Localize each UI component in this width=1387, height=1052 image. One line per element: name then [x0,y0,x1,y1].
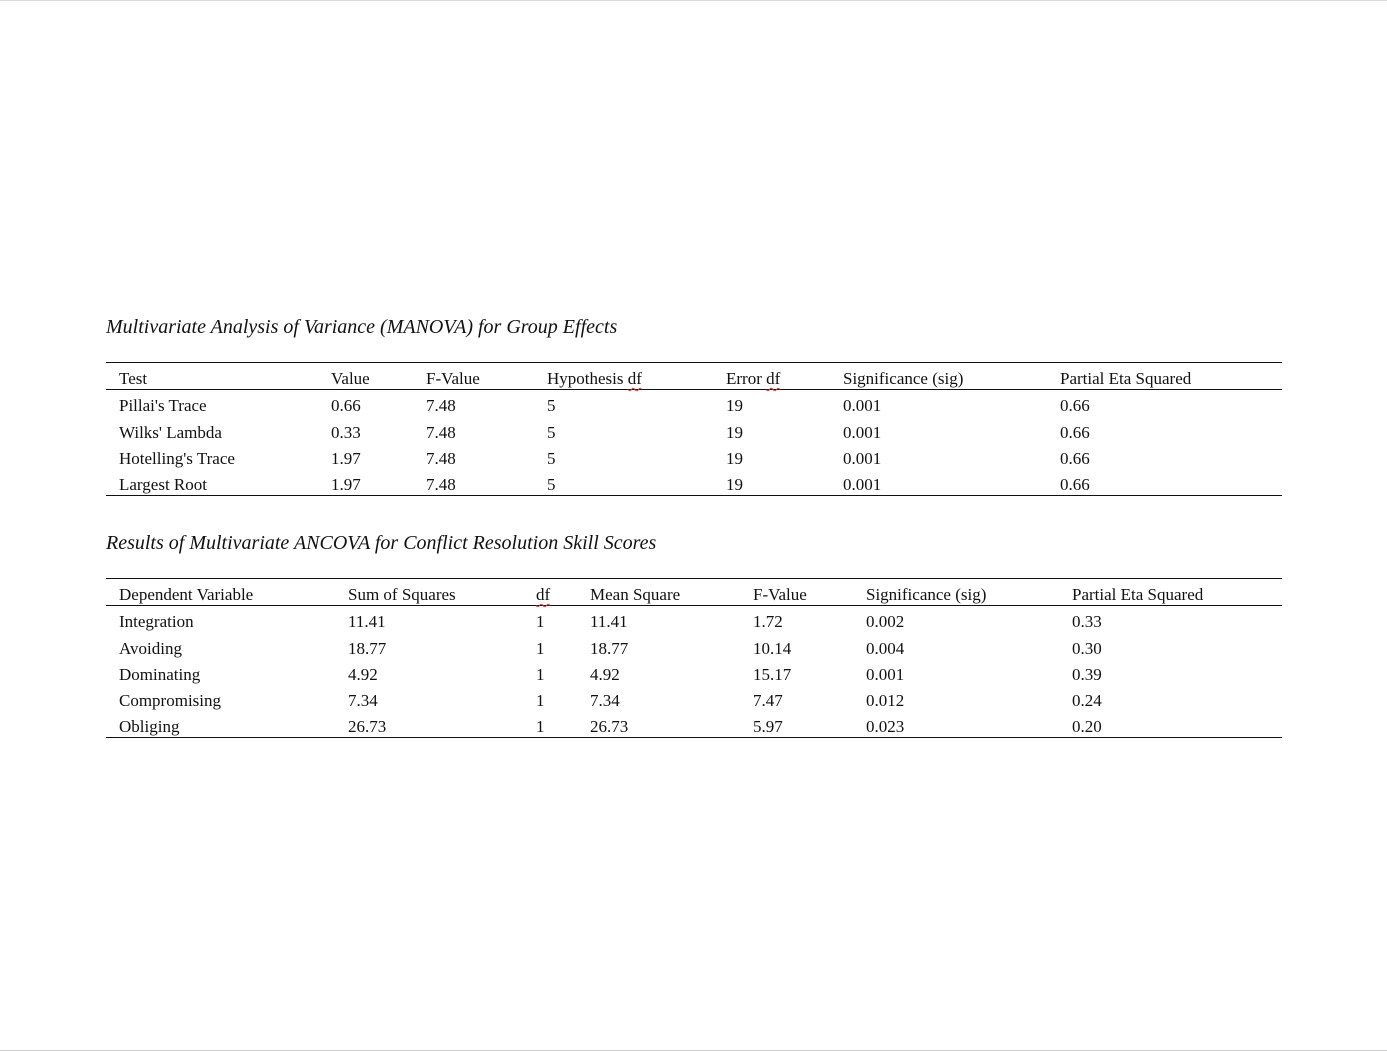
table2-cell: 0.001 [866,665,905,684]
table1-cell: 19 [726,449,743,468]
table2-cell: 7.47 [753,691,783,710]
table2-cell: 0.023 [866,717,905,736]
table1-cell: 5 [547,396,556,415]
table2-header-f-value: F-Value [753,585,807,604]
table1-header-error-df: Error df [726,369,781,388]
table2-cell: 0.002 [866,612,905,631]
table2-cell: 7.34 [348,691,378,710]
table2-cell: 1 [536,691,545,710]
table1-bottom-rule [106,495,1282,496]
table1-cell: Pillai's Trace [119,396,207,415]
table2-header-partial-eta: Partial Eta Squared [1072,585,1204,604]
table1-cell: Wilks' Lambda [119,423,222,442]
table2-cell: 1 [536,639,545,658]
table2-header-sum-of-squares: Sum of Squares [348,585,456,604]
table1-cell: Hotelling's Trace [119,449,235,468]
table2-cell: 5.97 [753,717,783,736]
table1-header-hypothesis-df: Hypothesis df [547,369,642,388]
table1-cell: 19 [726,396,743,415]
table1-cell: 5 [547,423,556,442]
table1-header-rule [106,389,1282,390]
table2-cell: 18.77 [590,639,629,658]
table2-cell: 1 [536,612,545,631]
table1-caption: Multivariate Analysis of Variance (MANOVA) for Group Effects [106,316,618,338]
table2-cell: Dominating [119,665,201,684]
table1-cell: 0.33 [331,423,361,442]
table1-cell: 7.48 [426,423,456,442]
table1-cell: 7.48 [426,396,456,415]
table2-cell: 7.34 [590,691,620,710]
table2-caption: Results of Multivariate ANCOVA for Conflict Resolution Skill Scores [106,532,657,554]
table1-cell: 5 [547,449,556,468]
table1-cell: 19 [726,475,743,494]
table2-cell: 1 [536,665,545,684]
table2-cell: 0.30 [1072,639,1102,658]
table2-cell: 4.92 [348,665,378,684]
table1-cell: 0.001 [843,396,882,415]
table2-cell: 0.012 [866,691,905,710]
table2-header-dependent-variable: Dependent Variable [119,585,254,604]
manova-table [106,362,1282,497]
table2-cell: 11.41 [348,612,386,631]
page-top-edge [0,0,1387,1]
table2-cell: 10.14 [753,639,792,658]
table1-cell: 1.97 [331,449,361,468]
table1-header-significance: Significance (sig) [843,369,964,388]
table1-cell: 5 [547,475,556,494]
table1-cell: 0.001 [843,423,882,442]
table1-cell: 1.97 [331,475,361,494]
table2-header-df: df [536,585,551,604]
table2-cell: 4.92 [590,665,620,684]
table2-bottom-rule [106,737,1282,738]
table1-header-f-value: F-Value [426,369,480,388]
table2-cell: 0.39 [1072,665,1102,684]
table1-cell: 0.66 [1060,449,1090,468]
table2-cell: 11.41 [590,612,628,631]
table1-cell: 0.001 [843,449,882,468]
table2-header-mean-square: Mean Square [590,585,681,604]
table1-header-partial-eta: Partial Eta Squared [1060,369,1192,388]
page-bottom-edge [0,1050,1387,1051]
table2-top-rule [106,578,1282,579]
table2-cell: 26.73 [590,717,629,736]
table2-cell: 1.72 [753,612,783,631]
table1-cell: 7.48 [426,449,456,468]
table2-cell: 0.20 [1072,717,1102,736]
table2-cell: 0.24 [1072,691,1102,710]
table2-header-rule [106,605,1282,606]
table1-header-test: Test [119,369,148,388]
table1-cell: 7.48 [426,475,456,494]
table2-header-significance: Significance (sig) [866,585,987,604]
table1-cell: 0.66 [1060,475,1090,494]
table2-cell: 18.77 [348,639,387,658]
table1-cell: 0.66 [1060,396,1090,415]
table2-cell: Avoiding [119,639,182,658]
table1-cell: 0.66 [1060,423,1090,442]
table2-cell: 26.73 [348,717,387,736]
ancova-table [106,578,1282,740]
table1-top-rule [106,362,1282,363]
table1-header-value: Value [331,369,370,388]
table1-cell: 0.001 [843,475,882,494]
table2-cell: Obliging [119,717,180,736]
table2-cell: 15.17 [753,665,792,684]
table2-cell: 0.004 [866,639,905,658]
table1-cell: 0.66 [331,396,361,415]
table2-cell: Integration [119,612,194,631]
table1-cell: 19 [726,423,743,442]
table2-cell: Compromising [119,691,222,710]
table1-cell: Largest Root [119,475,207,494]
table2-cell: 0.33 [1072,612,1102,631]
table2-cell: 1 [536,717,545,736]
